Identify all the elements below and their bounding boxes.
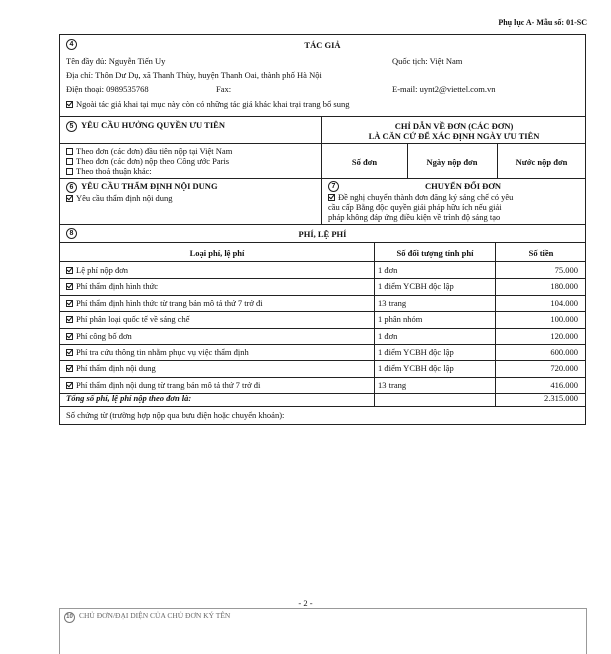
fee-label: Phí tra cứu thông tin nhằm phục vụ việc thẩm định	[66, 347, 249, 357]
fee-amount: 416.000	[550, 379, 578, 390]
email-row	[392, 84, 495, 94]
priority-other-checkbox[interactable]	[66, 168, 73, 175]
address-value: Thôn Dư Dụ, xã Thanh Thùy, huyện Thanh Oai, thành phố Hà Nội	[95, 70, 322, 80]
priority-right-title-1: CHỈ DẪN VỀ ĐƠN (CÁC ĐƠN)	[394, 121, 514, 131]
conversion-checkbox[interactable]	[328, 194, 335, 201]
signature-section-number: 10	[64, 612, 75, 623]
nationality-value: Việt Nam	[429, 56, 463, 66]
fees-col-amount: Số tiền	[528, 248, 554, 258]
fees-section-number: 8	[66, 227, 81, 239]
priority-option-vn: Theo đơn (các đơn) đầu tiên nộp tại Việt Nam	[66, 146, 232, 156]
fee-count: 1 phân nhóm	[378, 314, 423, 325]
fee-amount: 100.000	[550, 314, 578, 325]
priority-col-filing-date: Ngày nộp đơn	[426, 157, 478, 167]
fax-label: Fax:	[216, 84, 232, 94]
other-authors-checkbox[interactable]	[66, 101, 73, 108]
fee-label: Phí thẩm định nội dung từ trang bản mô tả thứ 7 trở đi	[66, 380, 260, 390]
conversion-section-number: 7	[328, 180, 343, 192]
nationality-label: Quốc tịch:	[392, 56, 428, 66]
fee-count: 1 đơn	[378, 330, 398, 341]
fee-count: 1 điểm YCBH độc lập	[378, 347, 454, 357]
signature-box-left	[59, 608, 60, 654]
priority-option-paris: Theo đơn (các đơn) nộp theo Công ước Paris	[66, 156, 229, 166]
signature-title: CHỦ ĐƠN/ĐẠI DIỆN CỦA CHỦ ĐƠN KÝ TÊN	[79, 611, 231, 620]
annex-label: Phụ lục A- Mẫu số: 01-SC	[498, 18, 587, 27]
phone-label: Điện thoại:	[66, 84, 105, 94]
fee-count: 1 điểm YCBH độc lập	[378, 363, 454, 374]
fees-total-value: 2.315.000	[544, 393, 578, 403]
conversion-line-3: pháp không đáp ứng điều kiện về trình độ sáng tạo	[328, 212, 501, 222]
address-label: Địa chỉ:	[66, 70, 94, 80]
priority-right-title-2: LÀ CĂN CỨ ĐỂ XÁC ĐỊNH NGÀY ƯU TIÊN	[368, 131, 540, 141]
signature-box-right	[586, 608, 587, 654]
fee-checkbox[interactable]	[66, 365, 73, 372]
priority-title: YÊU CẦU HƯỞNG QUYỀN ƯU TIÊN	[81, 120, 225, 130]
signature-box-top	[59, 608, 586, 609]
author-section-number: 4	[66, 38, 81, 50]
fees-total-label: Tổng số phí, lệ phí nộp theo đơn là:	[66, 393, 192, 403]
fees-col-count: Số đối tượng tính phí	[396, 248, 474, 258]
examination-title: YÊU CẦU THẨM ĐỊNH NỘI DUNG	[81, 181, 218, 191]
fee-count: 13 trang	[378, 297, 407, 308]
conversion-line-2: cầu cấp Bằng độc quyền giải pháp hữu ích nếu giải	[328, 202, 502, 212]
fee-label: Phí công bố đơn	[66, 331, 132, 341]
page-number: - 2 -	[298, 598, 313, 608]
other-authors-label: Ngoài tác giả khai tại mục này còn có những tác giả khác khai trại trang bổ sung	[76, 99, 350, 109]
fee-checkbox[interactable]	[66, 316, 73, 323]
priority-header	[66, 120, 225, 132]
examination-checkbox[interactable]	[66, 195, 73, 202]
fee-amount: 75.000	[554, 265, 578, 275]
fee-label: Lệ phí nộp đơn	[66, 265, 128, 275]
priority-section-number: 5	[66, 121, 77, 132]
fee-label: Phí phân loại quốc tế về sáng chế	[66, 314, 190, 324]
priority-paris-checkbox[interactable]	[66, 158, 73, 165]
phone-value: 0989535768	[106, 84, 149, 94]
fee-count: 13 trang	[378, 379, 407, 390]
examination-option: Yêu cầu thẩm định nội dung	[66, 193, 173, 203]
conversion-title: CHUYỂN ĐỔI ĐƠN	[425, 181, 502, 191]
address-row	[66, 70, 322, 80]
fee-checkbox[interactable]	[66, 300, 73, 307]
nationality-row	[392, 56, 462, 66]
author-title: TÁC GIẢ	[304, 40, 341, 50]
fee-amount: 120.000	[550, 330, 578, 341]
fees-col-type: Loại phí, lệ phí	[189, 248, 245, 258]
conversion-line-1: Đề nghị chuyển thành đơn đăng ký sáng chế có yêu	[328, 192, 513, 202]
fee-checkbox[interactable]	[66, 267, 73, 274]
email-value: uynt2@viettel.com.vn	[419, 84, 496, 94]
fee-label: Phí thẩm định hình thức từ trang bản mô tả thứ 7 trở đi	[66, 298, 263, 308]
author-name-row	[66, 56, 165, 66]
fee-amount: 600.000	[550, 347, 578, 357]
phone-row	[66, 84, 149, 94]
examination-section-number: 6	[66, 182, 77, 193]
receipt-number-label: Số chứng từ (trường hợp nộp qua bưu điện hoặc chuyển khoản):	[66, 410, 285, 420]
fee-checkbox[interactable]	[66, 333, 73, 340]
fee-amount: 104.000	[550, 297, 578, 308]
priority-vn-checkbox[interactable]	[66, 148, 73, 155]
name-label: Tên đầy đủ:	[66, 56, 107, 66]
author-name: Nguyễn Tiến Uy	[108, 56, 166, 66]
priority-col-app-number: Số đơn	[351, 157, 378, 167]
fee-label: Phí thẩm định hình thức	[66, 281, 158, 291]
email-label: E-mail:	[392, 84, 418, 94]
fee-count: 1 đơn	[378, 265, 398, 275]
examination-header	[66, 181, 218, 193]
fee-count: 1 điểm YCBH độc lập	[378, 281, 454, 292]
fee-label: Phí thẩm định nội dung	[66, 363, 156, 373]
signature-header	[64, 611, 230, 623]
fee-amount: 180.000	[550, 281, 578, 292]
priority-col-country: Nước nộp đơn	[515, 157, 568, 167]
fee-checkbox[interactable]	[66, 382, 73, 389]
fee-amount: 720.000	[550, 363, 578, 374]
priority-option-other: Theo thoả thuận khác:	[66, 166, 152, 176]
fees-title: PHÍ, LỆ PHÍ	[298, 229, 347, 239]
fee-checkbox[interactable]	[66, 349, 73, 356]
other-authors-row	[66, 99, 349, 109]
fee-checkbox[interactable]	[66, 283, 73, 290]
